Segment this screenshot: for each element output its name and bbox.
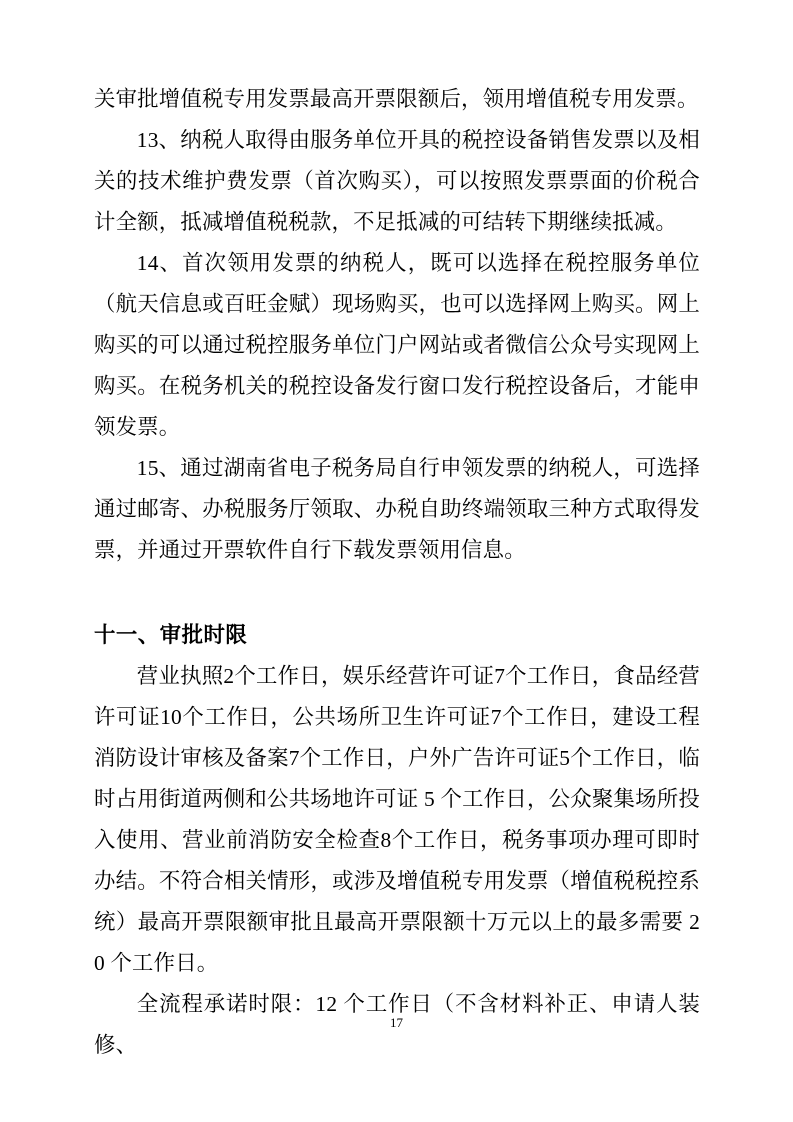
paragraph-full-process-commitment: 全流程承诺时限：12 个工作日（不含材料补正、申请人装修、 xyxy=(94,992,700,1057)
document-body xyxy=(94,79,700,1066)
paragraph-item-15: 15、通过湖南省电子税务局自行申领发票的纳税人，可选择通过邮寄、办税服务厅领取、办税自助终端领取三种方式取得发票，并通过开票软件自行下载发票领用信息。 xyxy=(94,456,700,562)
paragraph-item-14: 14、首次领用发票的纳税人，既可以选择在税控服务单位（航天信息或百旺金赋）现场购买，也可以选择网上购买。网上购买的可以通过税控服务单位门户网站或者微信公众号实现网上购买。在税务机关的税控设备发行窗口发行税控设备后，才能申领发票。 xyxy=(94,251,700,439)
paragraph-item-13: 13、纳税人取得由服务单位开具的税控设备销售发票以及相关的技术维护费发票（首次购买），可以按照发票票面的价税合计全额，抵减增值税税款，不足抵减的可结转下期继续抵减。 xyxy=(94,128,700,234)
section-heading-approval-time-limit: 十一、审批时限 xyxy=(94,623,248,647)
paragraph-approval-durations: 营业执照2个工作日，娱乐经营许可证7个工作日，食品经营许可证10个工作日，公共场所卫生许可证7个工作日，建设工程消防设计审核及备案7个工作日，户外广告许可证5个工作日，临时占用街道两侧和公共场地许可证 5 个工作日，公众聚集场所投入使用、营业前消防安全检查8个工作日，税务事项办理可即时办结。不符合相关情形，或涉及增值税专用发票（增值税税控系统）最高开票限额审批且最高开票限额十万元以上的最多需要 20 个工作日。 xyxy=(94,664,700,975)
page-number: 17 xyxy=(390,1015,403,1030)
paragraph-continuation: 关审批增值税专用发票最高开票限额后，领用增值税专用发票。 xyxy=(94,87,699,111)
